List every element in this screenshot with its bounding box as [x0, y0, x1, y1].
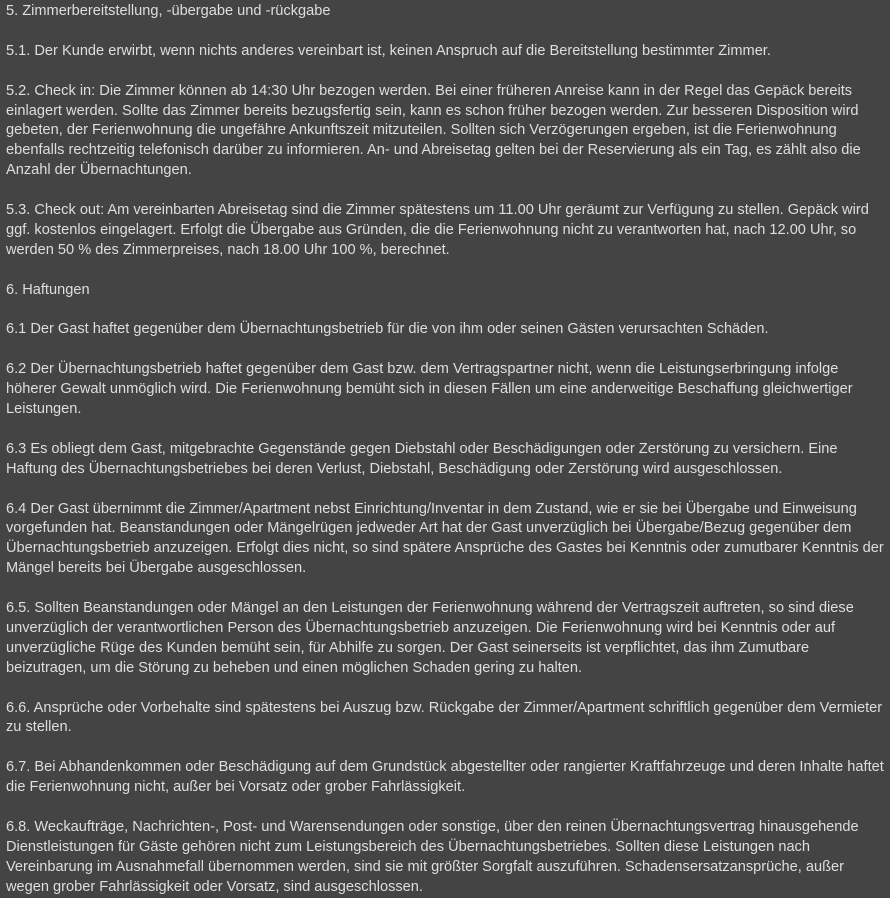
- clause-6-2: 6.2 Der Übernachtungsbetrieb haftet gegenüber dem Gast bzw. dem Vertragspartner nicht, wenn die Leistungserbringung infolge höherer Gewalt unmöglich wird. Die Ferienwohnung bemüht sich in diesen Fällen um eine anderweitige Beschaffung gleichwertiger Leistungen.: [6, 361, 853, 418]
- clause-6-4: 6.4 Der Gast übernimmt die Zimmer/Apartment nebst Einrichtung/Inventar in dem Zustand, wie er sie bei Übergabe und Einweisung vorgefunden hat. Beanstandungen oder Mängelrügen jedweder Art hat der Gast unverzüglich bei Übergabe/Bezug gegenüber dem Übernachtungsbetrieb anzuzeigen. Erfolgt dies nicht, so sind spätere Ansprüche des Gastes bei Kenntnis oder zumutbarer Kenntnis der Mängel bereits bei Übergabe ausgeschlossen.: [6, 500, 884, 577]
- clause-6-3: 6.3 Es obliegt dem Gast, mitgebrachte Gegenstände gegen Diebstahl oder Beschädigungen oder Zerstörung zu versichern. Eine Haftung des Übernachtungsbetriebes bei deren Verlust, Diebstahl, Beschädigung oder Zerstörung wird ausgeschlossen.: [6, 440, 838, 477]
- clause-6-8: 6.8. Weckaufträge, Nachrichten-, Post- und Warensendungen oder sonstige, über den reinen Übernachtungsvertrag hinausgehende Dienstleistungen für Gäste gehören nicht zum Leistungsbereich des Übernachtungsbetriebes. Sollten diese Leistungen nach Vereinbarung im Ausnahmefall übernommen werden, sind sie mit größter Sorgfalt auszuführen. Schadensersatzansprüche, außer wegen grober Fahrlässigkeit oder Vorsatz, sind ausgeschlossen.: [6, 818, 859, 895]
- clause-6-7: 6.7. Bei Abhandenkommen oder Beschädigung auf dem Grundstück abgestellter oder rangierter Kraftfahrzeuge und deren Inhalte haftet die Ferienwohnung nicht, außer bei Vorsatz oder grober Fahrlässigkeit.: [6, 759, 884, 796]
- clause-5-3: 5.3. Check out: Am vereinbarten Abreisetag sind die Zimmer spätestens um 11.00 Uhr geräumt zur Verfügung zu stellen. Gepäck wird ggf. kostenlos eingelagert. Erfolgt die Übergabe aus Gründen, die die Ferienwohnung nicht zu verantworten hat, nach 12.00 Uhr, so werden 50 % des Zimmerpreises, nach 18.00 Uhr 100 %, berechnet.: [6, 202, 869, 258]
- clause-6-1: 6.1 Der Gast haftet gegenüber dem Übernachtungsbetrieb für die von ihm oder seinen Gästen verursachten Schäden.: [6, 321, 769, 338]
- clause-5-1: 5.1. Der Kunde erwirbt, wenn nichts anderes vereinbart ist, keinen Anspruch auf die Bereitstellung bestimmter Zimmer.: [6, 42, 771, 59]
- section-heading-5: 5. Zimmerbereitstellung, -übergabe und -rückgabe: [6, 3, 331, 19]
- clause-6-6: 6.6. Ansprüche oder Vorbehalte sind spätestens bei Auszug bzw. Rückgabe der Zimmer/Apartment schriftlich gegenüber dem Vermieter zu stellen.: [6, 699, 883, 736]
- clause-5-2: 5.2. Check in: Die Zimmer können ab 14:30 Uhr bezogen werden. Bei einer früheren Anreise kann in der Regel das Gepäck bereits einlagert werden. Sollte das Zimmer bereits bezugsfertig sein, kann es schon früher bezogen werden. Zur besseren Disposition wird gebeten, der Ferienwohnung die ungefähre Ankunftszeit mitzuteilen. Sollten sich Verzögerungen ergeben, ist die Ferienwohnung ebenfalls rechtzeitig telefonisch darüber zu informieren. An- und Abreisetag gelten bei der Reservierung als ein Tag, es zählt also die Anzahl der Übernachtungen.: [6, 82, 861, 179]
- clause-6-5: 6.5. Sollten Beanstandungen oder Mängel an den Leistungen der Ferienwohnung während der Vertragszeit auftreten, so sind diese unverzüglich der verantwortlichen Person des Übernachtungsbetrieb anzuzeigen. Die Ferienwohnung wird bei Kenntnis oder auf unverzügliche Rüge des Kunden bemüht sein, für Abhilfe zu sorgen. Der Gast seinerseits ist verpflichtet, das ihm Zumutbare beizutragen, um die Störung zu beheben und einen möglichen Schaden gering zu halten.: [6, 600, 854, 676]
- section-heading-6: 6. Haftungen: [6, 281, 90, 298]
